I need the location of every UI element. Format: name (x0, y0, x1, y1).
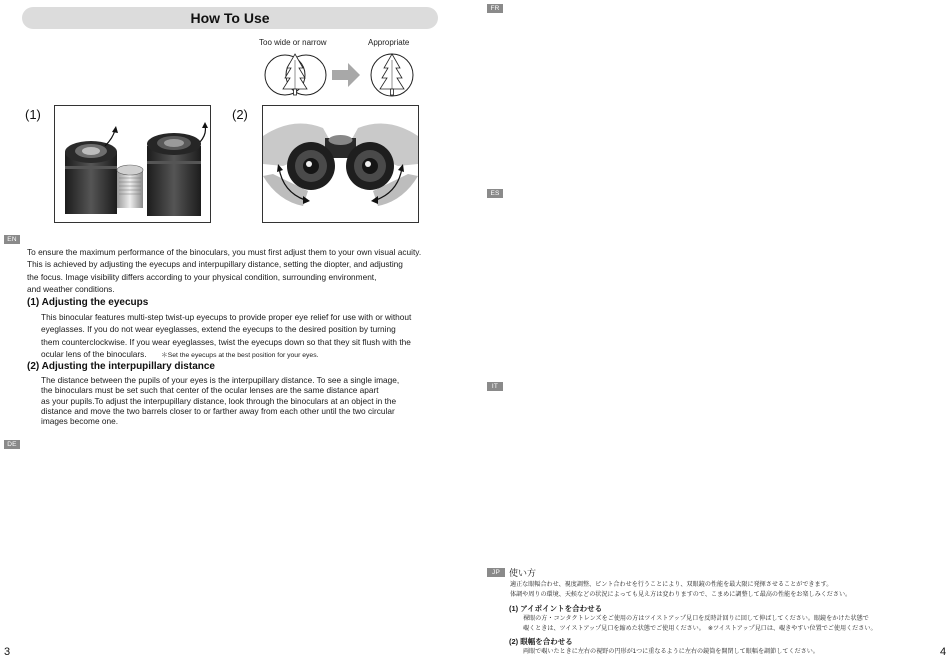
en-intro-line: To ensure the maximum performance of the binoculars, you must first adjust them to your own visual acuity. (27, 247, 422, 257)
diagram-caption-appropriate: Appropriate (368, 38, 410, 47)
en-section2-body (41, 375, 399, 426)
en-intro-line: This is achieved by adjusting the eyecups and interpupillary distance, setting the diopter, and adjusting (27, 259, 403, 270)
figure-1-label: (1) (25, 107, 41, 122)
jp-intro (510, 580, 851, 599)
jp-intro-line: 体調や周りの環境、天候などの状況によっても見え方は変わりますので、こまめに調整して最高の性能をお楽しみください。 (510, 590, 852, 598)
jp-section1-line: 覗くときは、ツイストアップ見口を縮めた状態でご使用ください。 ※ツイストアップ見口は、覗きやすい位置でご使用ください。 (523, 624, 877, 632)
language-tag-en: EN (4, 235, 20, 244)
en-intro-line: and weather conditions. (27, 283, 115, 294)
interpupillary-diagram (262, 48, 422, 104)
language-tag-jp: JP (487, 568, 505, 577)
en-section1-line: This binocular features multi-step twist-up eyecups to provide proper eye relief for use with or without (41, 312, 412, 322)
jp-section2-line: 両眼で覗いたときに左右の視野の円形が1つに重なるように左右の鏡筒を開閉して眼幅を調節してください。 (523, 648, 819, 655)
page-title-text: How To Use (190, 10, 270, 26)
en-intro (27, 246, 421, 295)
en-section2-line: The distance between the pupils of your eyes is the interpupillary distance. To see a single image, (41, 375, 400, 385)
en-section2-line: distance and move the two barrels closer to or farther away from each other until the two circular (41, 405, 395, 416)
en-section1-line: eyeglasses. If you do not wear eyeglasses, extend the eyecups to the desired position by turning (41, 324, 396, 335)
jp-section1-body (523, 614, 877, 633)
diagram-caption-too-wide: Too wide or narrow (259, 38, 327, 47)
arrow-right-icon (332, 63, 360, 87)
figure-2-label: (2) (232, 107, 248, 122)
page-number-right: 4 (940, 646, 947, 658)
en-intro-line: the focus. Image visibility differs according to your physical condition, surrounding environment, (27, 271, 377, 282)
interpupillary-photo (262, 105, 419, 223)
language-tag-es: ES (487, 189, 503, 198)
jp-intro-line: 適正な眼幅合わせ、視度調整、ピント合わせを行うことにより、双眼鏡の性能を最大限に発揮させることができます。 (510, 581, 833, 588)
en-section1-line: them counterclockwise. If you wear eyeglasses, twist the eyecups down so that they sit flush with the (41, 336, 411, 347)
language-tag-it: IT (487, 382, 503, 391)
en-section2-line: the binoculars must be set such that center of the ocular lenses are the same distance apart (41, 385, 379, 396)
en-section2-line: as your pupils.To adjust the interpupillary distance, look through the binoculars at an object in the (41, 395, 397, 406)
en-section1-body (41, 311, 411, 362)
eyecups-photo (54, 105, 211, 223)
jp-section2-heading: (2) 眼幅を合わせる (509, 637, 573, 646)
language-tag-fr: FR (487, 4, 503, 13)
en-section1-note: ＊Set the eyecups at the best position for your eyes. (160, 351, 319, 359)
page-number-left: 3 (4, 646, 11, 658)
en-section1-line: ocular lens of the binoculars. (41, 348, 147, 359)
en-section2-heading: (2) Adjusting the interpupillary distance (27, 361, 215, 372)
page-title (22, 7, 438, 29)
en-section2-line: images become one. (41, 416, 119, 427)
jp-section1-line: 裸眼の方・コンタクトレンズをご使用の方はツイストアップ見口を反時計回りに回して伸ばしてください。眼鏡をかけた状態で (523, 615, 869, 622)
en-section1-heading: (1) Adjusting the eyecups (27, 297, 149, 308)
jp-title: 使い方 (509, 568, 537, 578)
misaligned-circles-icon (265, 54, 326, 95)
aligned-circle-icon (371, 54, 413, 96)
language-tag-de: DE (4, 440, 20, 449)
jp-section2-body (523, 647, 819, 657)
jp-section1-heading: (1) アイポイントを合わせる (509, 604, 603, 613)
